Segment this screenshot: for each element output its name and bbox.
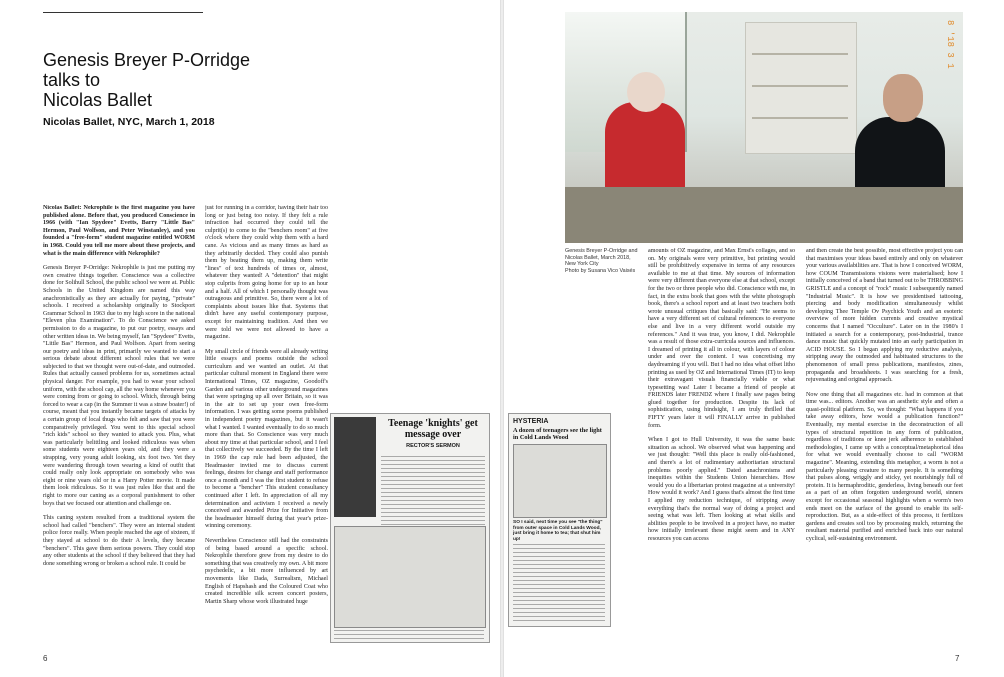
column-2 xyxy=(205,205,328,650)
photo-table xyxy=(565,187,963,243)
clipping-artwork xyxy=(334,417,376,517)
newspaper-clipping-2 xyxy=(508,413,611,627)
column-2-paragraph: just for running in a corridor, having their hair too long or just being too noisy. If they felt a rule infraction had occurred they could tell the culprit(s) to come to the "benchers room" at five o'clock where they could whip them with a hard cane. As vicious and as many times as hard as they arbitrarily decided. They could also punish them by beating them up, making them write "lines" of text hundreds of times or, almost, whatever they wanted! A "detention" that might stop culprits from going home for up to an hour and a half. All of which I personally thought was outrageous and primitive. So, there were a lot of complaints about issues like that. Systems that didn't have any useful contemporary purpose, except for maintaining tradition. And then we were told we were not allowed to have a magazine. xyxy=(205,205,328,341)
interview-photo xyxy=(565,12,963,243)
caption-line: Nicolas Ballet, March 2018, xyxy=(565,254,631,261)
caption-line: Photo by Susana Vico Vaisés xyxy=(565,267,636,274)
photo-person-right-head xyxy=(883,74,923,122)
clipping-cartoon xyxy=(513,444,607,518)
clipping-illustration xyxy=(334,526,486,628)
column-4 xyxy=(806,248,963,643)
column-3-paragraph: amounts of OZ magazine, and Max Ernst's collages, and so on. My originals were very primitive, but printing would still be prohibitively expensive in terms of any resources available to me at that time. My sources of information were very different than everyone else at that school, except for the two or three people who did. Conscience with me, in fact, in the extra book that goes with the white photograph book, there's a school report and at least two teachers both wrote unusual critiques that basically said: "He seems to have a very different set of cultural references to everyone else and live in a very different world outside my references." And it was true, you know, I did. Nekrophile was a result of those extra-curricula sources and influences. I dreamed of printing it all in colour, with layers of colour under and over the content. I was concretising my daydreaming if you will. But I had no idea what offset litho printing as used by OZ and International Times (IT) to keep their extravagant visuals financially viable or what typesetting was! Later I became a friend of people at FRIENDS later FRENDZ where I finally saw pages being glued together for production. Despite its lack of sophistication, using hindsight, I am truly thrilled that FIFTY years later it will FINALLY arrive in published form. xyxy=(648,248,795,429)
clipping-1-subheadline: RECTOR'S SERMON xyxy=(406,443,460,449)
clipping-2-headline: A dozen of teenagers see the light in Cold Lands Wood xyxy=(513,427,602,441)
caption-line: Genesis Breyer P-Orridge and xyxy=(565,248,638,254)
clipping-text-block xyxy=(334,630,484,640)
top-rule xyxy=(43,12,203,13)
clipping-1-headline: Teenage 'knights' get message over xyxy=(388,418,478,440)
column-3 xyxy=(648,248,795,643)
photo-date-stamp: 8 '18 3 1 xyxy=(945,20,955,69)
title-line-1: Genesis Breyer P-Orridge xyxy=(43,50,251,70)
photo-person-left-head xyxy=(627,72,665,112)
photo-shelf xyxy=(745,22,857,154)
column-4-paragraph: and then create the best possible, most effective project you can that maximises your ideas based entirely and only on whatever your various availabilities are. That is how I conceived WORM, how COUM Transmissions visions were materialised; how I initially conceived of a band that turned out to be THROBBING GRISTLE and a concept of "rock" music I subsequently named "Industrial Music". It is how we presidentised tattooing, piercing and body modification simultaneously whilst developing Thee Temple Ov Psychick Youth and an esoteric overview of more hidden currents and creative mystical concerns that I named "Occulture". Later on in the 1980's I initiated a search for a contemporary, post-Industrial, trance dance music that quickly mutated into an early participation in ACID HOUSE. So I began applying my reductive analysis, stripping away the outmoded and habituated structures to the phenomenon of small press publications, manifestos, zines, propaganda and broadsheets. I was searching for a fresh, rejuvenating and original approach. xyxy=(806,248,963,384)
column-1-paragraph: Nicolas Ballet: Nekrophile is the first magazine you have published alone. Before that, you produced Conscience in 1966 (with "Ian Spydeee" Evetts, Barry "Little Bas" Hermon, Paul Wolfson, and Peter Winstanley), and you founded a "free-form" student magazine entitled WORM in 1968. Could you tell me more about these projects, and what is the main difference with Nekrophile? xyxy=(43,205,195,257)
clipping-2-tag: HYSTERIA xyxy=(513,418,549,425)
article-title xyxy=(43,50,463,110)
column-1 xyxy=(43,205,195,650)
column-4-paragraph: Now one thing that all magazines etc. had in common at that time was... editors. Another was an aesthetic style and often a quasi-political platform. So, we thought: "What happens if you take away editors, how would a publication function?" Eventually, my mental exercise in the deconstruction of all types of structural repetition in any form of publication, regardless of traditions or knee jerk adherence to established methodologies, I came up with a conceptual/metaphorical idea for what we would eventually choose to call "WORM magazine". Meaning, extending this metaphor, a worm is not a particularly pleasing creature to many people. It is something that pulses along, wriggly and sticky, yet nourishingly full of protein. It is hermaphroditic, genderless, living beneath our feet as a part of an often forgotten underground world, sinners except for occasional seasonal highlights when a worm's two ends meet on the surface of the ground to enable its self-reproduction. But, as a side-effect of this process, it fertilizes gardens and creates soil too by processing mulch, returning the resultant material purified and enriched back into our natural cyclical, self-sustaining environment. xyxy=(806,391,963,542)
page-gutter xyxy=(500,0,504,677)
column-1-paragraph: Genesis Breyer P-Orridge: Nekrophile is just me putting my own creative things together. Conscience was a collective done for Solihull School, the public school we were at. Public Schools in the United Kingdom are named this way anachronistically as they are actually for paying, "private" schools. I received a scholarship originally to Stockport Grammar School in 1963 due to my high score in the national "Eleven plus Examination". To do Conscience we asked permission to do a magazine, to put our poetry, essays and other written ideas in. We being myself, Ian "Spydeee" Evetts, "Little Bas" Hermon, and Paul Wolfson. Apart from seeing our poetry and ideas in print, primarily we wanted to start a serious debate about different school rules that we were subjected to that we thought were out-of-date, and outmoded. Rules that actually caused problems for us, sometimes actual physical danger. For example, you had to wear your school uniform, with the school cap, all the way home whenever you were coming from or going to school. Which, through being forced to wear a cap (in the Summer it was a straw boater!) of course, meant that you instantly became targets of attacks by a certain group of local thugs who felt and saw that you were comparatively privileged. You went to this special school "rich kids" school so they wanted to attack you. Plus, what was particularly belittling and looked ridiculous was when some students were eighteen years old, and they were a strapping, very young adult looking, six foot two. Yet they were wandering through town wearing a kind of outfit that could really only look appropriate on somebody who was eight or nine years old or in a Harry Potter movie. It made them look ridiculous. So it was just rules like that and the right to more our caning as a corporal punishment to other boys that we focused our attention and challenge on. xyxy=(43,265,195,507)
photo-caption xyxy=(565,248,638,274)
page-number-left: 6 xyxy=(43,654,48,663)
clipping-2-caption: SO I said, next time you see "the thing" from outer space in Cold Lands Wood, just bring it home to tea; that shut him up! xyxy=(513,520,603,542)
title-line-3: Nicolas Ballet xyxy=(43,90,153,110)
page-number-right: 7 xyxy=(955,654,960,663)
column-1-paragraph: This caning system resulted from a traditional system the school had called "benchers". They were an internal student police force really. When people reached the age of sixteen, if they stayed at school to do their A levels, they became "benchers". This gave them serious powers. They could stop any other students at the school if they believed that they had done something wrong or broken a school rule. It could be xyxy=(43,515,195,567)
column-2-paragraph: My small circle of friends were all already writing little essays and poems outside the school curriculum and we wanted an outlet. At that particular cultural moment in England there were International Times, OZ magazine, Goodoff's Garden and various other underground magazines that were springing up all over Britain, so it was in the air to set up your own free-form information. I was getting some poems published in independent poetry magazines, but it wasn't what I wanted. I wanted eventually to do so much more than that. So Conscience was very much about my time at that particular school, and I feel that collectively we succeeded. By the time I left in 1969 the cap rule had been adjusted, the Headmaster invited me to discuss current feelings, desires for change and staff performance once a month and I was the first student to refuse to become a "bencher" This student consultancy continued after I left. In appreciation of all my determination and activism I received a newly conceived and awarded Prize for Initiative from the headmaster himself during that year's prize-winning ceremony. xyxy=(205,348,328,530)
clipping-text-block xyxy=(513,544,605,622)
column-2-paragraph: Nevertheless Conscience still had the constraints of being based around a specific school. Nekrophile therefore grew from my desire to do something that was creatively my own. A bit more psychedelic, a bit more influenced by art movements like Dada, Surrealism, Michael English of Hapshash and the Coloured Coat who created incredible silk screen concert posters, Martin Sharp whose work illustrated huge xyxy=(205,537,328,605)
clipping-text-block xyxy=(381,456,485,526)
column-3-paragraph: When I got to Hull University, it was the same basic situation as school. We observed what was happening and we just thought: "Well this place is really old-fashioned, and there's a lot of rudimentary authoritarian structural problems poorly applied." Dated anachronisms and inequities within the Students Union hierarchies. How would you do a libertarian protest magazine at a university! How would it work? And I guess that's almost the first time I applied my reduction technique, of stripping away everything that's the normal way of doing a project and seeing what was left. Then looking at what skills and abilities people to be involved in a project have, no matter how initially irrelevant these might seem and in ANY resources you can access xyxy=(648,437,795,542)
caption-line: New York City xyxy=(565,261,599,268)
article-byline: Nicolas Ballet, NYC, March 1, 2018 xyxy=(43,116,215,128)
title-line-2: talks to xyxy=(43,70,101,90)
newspaper-clipping-1 xyxy=(330,413,490,643)
